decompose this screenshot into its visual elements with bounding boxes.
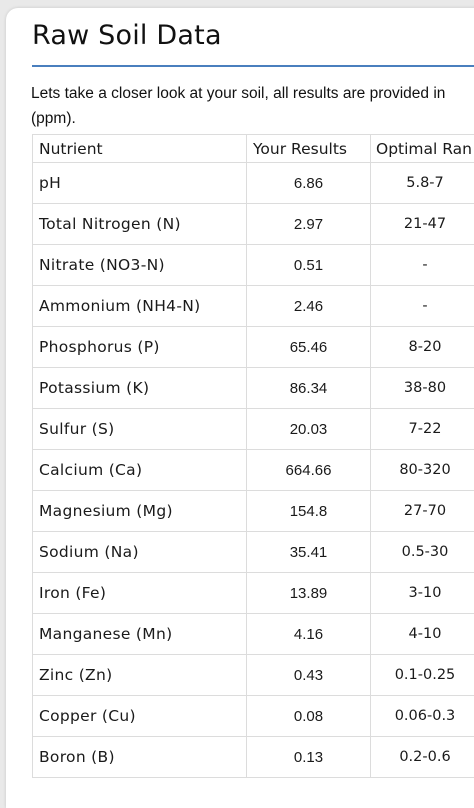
optimal-range-value: 80-320 (371, 462, 474, 478)
nutrient-name: Sodium (Na) (33, 532, 247, 573)
table-row (33, 655, 474, 696)
optimal-range-value: 21-47 (371, 216, 474, 232)
nutrient-name: Magnesium (Mg) (33, 491, 247, 532)
nutrient-name: Potassium (K) (33, 368, 247, 409)
optimal-range-value: 7-22 (371, 421, 474, 437)
optimal-range-value: 27-70 (371, 503, 474, 519)
result-value: 154.8 (247, 491, 371, 532)
nutrient-name: Phosphorus (P) (33, 327, 247, 368)
optimal-range-value: 4-10 (371, 626, 474, 642)
table-row (33, 163, 474, 204)
nutrient-name: Zinc (Zn) (33, 655, 247, 696)
optimal-range-value: 5.8-7 (371, 175, 474, 191)
nutrient-name: Nitrate (NO3-N) (33, 245, 247, 286)
result-value: 0.08 (247, 696, 371, 737)
optimal-range-cell (371, 614, 474, 655)
optimal-range-value: 0.2-0.6 (371, 749, 474, 765)
nutrient-name: Total Nitrogen (N) (33, 204, 247, 245)
optimal-range-value: - (371, 257, 474, 273)
result-value: 0.43 (247, 655, 371, 696)
nutrient-name: Copper (Cu) (33, 696, 247, 737)
optimal-range-cell (371, 450, 474, 491)
result-value: 20.03 (247, 409, 371, 450)
result-value: 664.66 (247, 450, 371, 491)
result-value: 65.46 (247, 327, 371, 368)
nutrient-name: pH (33, 163, 247, 204)
result-value: 13.89 (247, 573, 371, 614)
optimal-range-value: 0.1-0.25 (371, 667, 474, 683)
table-row (33, 286, 474, 327)
optimal-range-cell (371, 368, 474, 409)
header-nutrient: Nutrient (33, 135, 247, 163)
optimal-range-value: 8-20 (371, 339, 474, 355)
result-value: 2.97 (247, 204, 371, 245)
optimal-range-cell (371, 696, 474, 737)
table-row (33, 409, 474, 450)
table-row (33, 245, 474, 286)
optimal-range-cell (371, 163, 474, 204)
optimal-range-cell (371, 286, 474, 327)
optimal-range-value: 3-10 (371, 585, 474, 601)
optimal-range-cell (371, 245, 474, 286)
optimal-range-cell (371, 327, 474, 368)
optimal-range-cell (371, 491, 474, 532)
title-divider (32, 65, 474, 67)
nutrient-name: Sulfur (S) (33, 409, 247, 450)
optimal-range-value: 38-80 (371, 380, 474, 396)
optimal-range-cell (371, 737, 474, 778)
table-row (33, 368, 474, 409)
nutrient-name: Boron (B) (33, 737, 247, 778)
intro-line-2: (ppm). (31, 106, 474, 131)
table-row (33, 614, 474, 655)
intro-line-1: Lets take a closer look at your soil, all results are provided in (31, 81, 474, 106)
table-row (33, 737, 474, 778)
result-value: 6.86 (247, 163, 371, 204)
optimal-range-cell (371, 409, 474, 450)
optimal-range-cell (371, 204, 474, 245)
nutrient-name: Iron (Fe) (33, 573, 247, 614)
table-row (33, 327, 474, 368)
optimal-range-cell (371, 655, 474, 696)
table-row (33, 491, 474, 532)
result-value: 86.34 (247, 368, 371, 409)
optimal-range-cell (371, 573, 474, 614)
nutrient-name: Ammonium (NH4-N) (33, 286, 247, 327)
nutrient-name: Calcium (Ca) (33, 450, 247, 491)
optimal-range-value: 0.06-0.3 (371, 708, 474, 724)
optimal-range-cell (371, 532, 474, 573)
soil-results-table (32, 134, 474, 778)
nutrient-name: Manganese (Mn) (33, 614, 247, 655)
table-row (33, 573, 474, 614)
optimal-range-value: 0.5-30 (371, 544, 474, 560)
header-your-results: Your Results (247, 135, 371, 163)
table-row (33, 532, 474, 573)
result-value: 2.46 (247, 286, 371, 327)
table-row (33, 696, 474, 737)
result-value: 0.51 (247, 245, 371, 286)
table-header-row (33, 135, 474, 163)
header-optimal-range: Optimal Ran (371, 135, 474, 163)
table-row (33, 204, 474, 245)
intro-text (31, 81, 474, 131)
soil-data-card (6, 8, 474, 808)
page-title: Raw Soil Data (32, 20, 222, 51)
result-value: 0.13 (247, 737, 371, 778)
result-value: 4.16 (247, 614, 371, 655)
result-value: 35.41 (247, 532, 371, 573)
optimal-range-value: - (371, 298, 474, 314)
table-row (33, 450, 474, 491)
